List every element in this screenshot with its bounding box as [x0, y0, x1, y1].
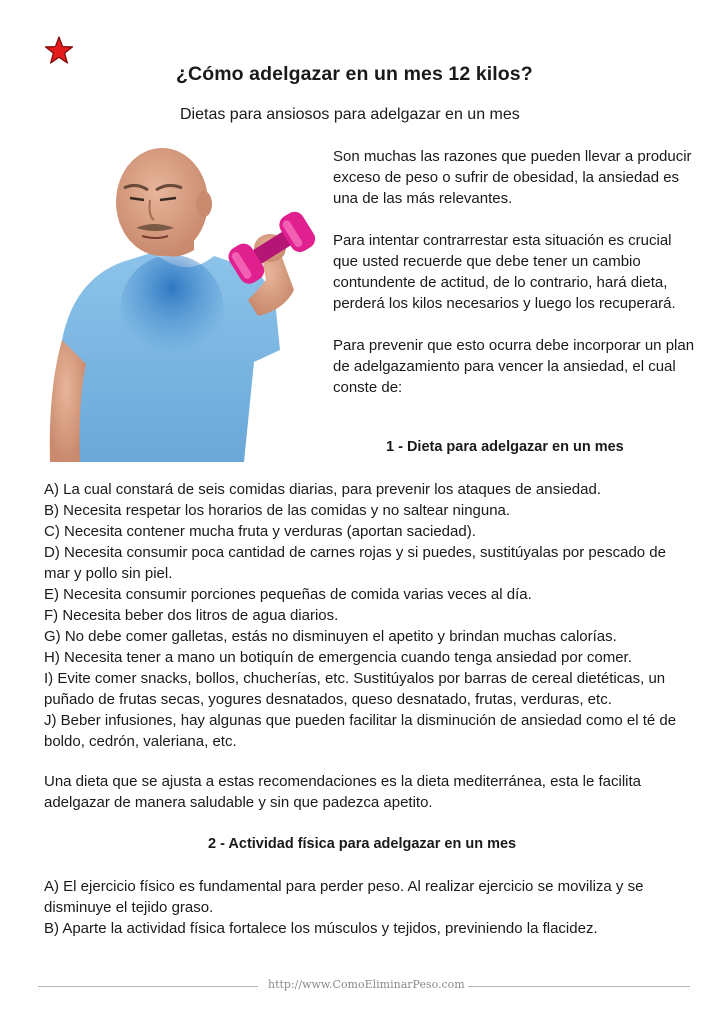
page-subtitle: Dietas para ansiosos para adelgazar en un mes: [180, 106, 520, 123]
list-item: E) Necesita consumir porciones pequeñas de comida varias veces al día.: [44, 586, 532, 603]
man-lifting-dumbbell-photo: [44, 140, 320, 462]
list-item: G) No debe comer galletas, estás no disminuyen el apetito y brindan muchas calorías.: [44, 628, 617, 645]
page-footer: [38, 976, 690, 996]
list-item: C) Necesita contener mucha fruta y verduras (aportan saciedad).: [44, 523, 476, 540]
mediterranean-paragraph: Una dieta que se ajusta a estas recomendaciones es la dieta mediterránea, esta le facilita adelgazar de manera saludable y sin que padezca apetito.: [44, 773, 642, 811]
diet-list: [44, 479, 692, 752]
section-2-heading: 2 - Actividad física para adelgazar en un mes: [208, 836, 517, 852]
section-1-heading: 1 - Dieta para adelgazar en un mes: [386, 439, 624, 455]
list-item: A) La cual constará de seis comidas diarias, para prevenir los ataques de ansiedad.: [44, 481, 601, 498]
red-star-icon: [44, 36, 74, 66]
intro-paragraph: Para prevenir que esto ocurra debe incorporar un plan de adelgazamiento para vencer la ansiedad, el cual conste de:: [333, 337, 695, 396]
intro-text: [333, 146, 695, 419]
list-item: F) Necesita beber dos litros de agua diarios.: [44, 607, 339, 624]
list-item: H) Necesita tener a mano un botiquín de emergencia cuando tenga ansiedad por comer.: [44, 649, 632, 666]
page-title: ¿Cómo adelgazar en un mes 12 kilos?: [176, 63, 533, 85]
footer-divider: [468, 986, 690, 987]
footer-url[interactable]: http://www.ComoEliminarPeso.com: [268, 978, 465, 991]
list-item: J) Beber infusiones, hay algunas que pueden facilitar la disminución de ansiedad como el té de boldo, cedrón, valeriana, etc.: [44, 712, 677, 750]
exercise-list: [44, 876, 692, 939]
list-item: A) El ejercicio físico es fundamental para perder peso. Al realizar ejercicio se moviliza y se disminuye el tejido graso.: [44, 878, 644, 916]
intro-paragraph: Son muchas las razones que pueden llevar a producir exceso de peso o sufrir de obesidad, la ansiedad es una de las más relevantes.: [333, 148, 692, 207]
intro-paragraph: Para intentar contrarrestar esta situación es crucial que usted recuerde que debe tener un cambio contundente de actitud, de lo contrario, hará dieta, perderá los kilos necesarios y luego los recuperará.: [333, 232, 676, 312]
list-item: B) Necesita respetar los horarios de las comidas y no saltear ninguna.: [44, 502, 511, 519]
list-item: B) Aparte la actividad física fortalece los músculos y tejidos, previniendo la flacidez.: [44, 920, 598, 937]
list-item: D) Necesita consumir poca cantidad de carnes rojas y si puedes, sustitúyalas por pescado de mar y pollo sin piel.: [44, 544, 666, 582]
footer-divider: [38, 986, 258, 987]
list-item: I) Evite comer snacks, bollos, chucherías, etc. Sustitúyalos por barras de cereal dietéticas, un puñado de frutas secas, yogures desnatados, queso desnatado, frutas, verduras, etc.: [44, 670, 666, 708]
